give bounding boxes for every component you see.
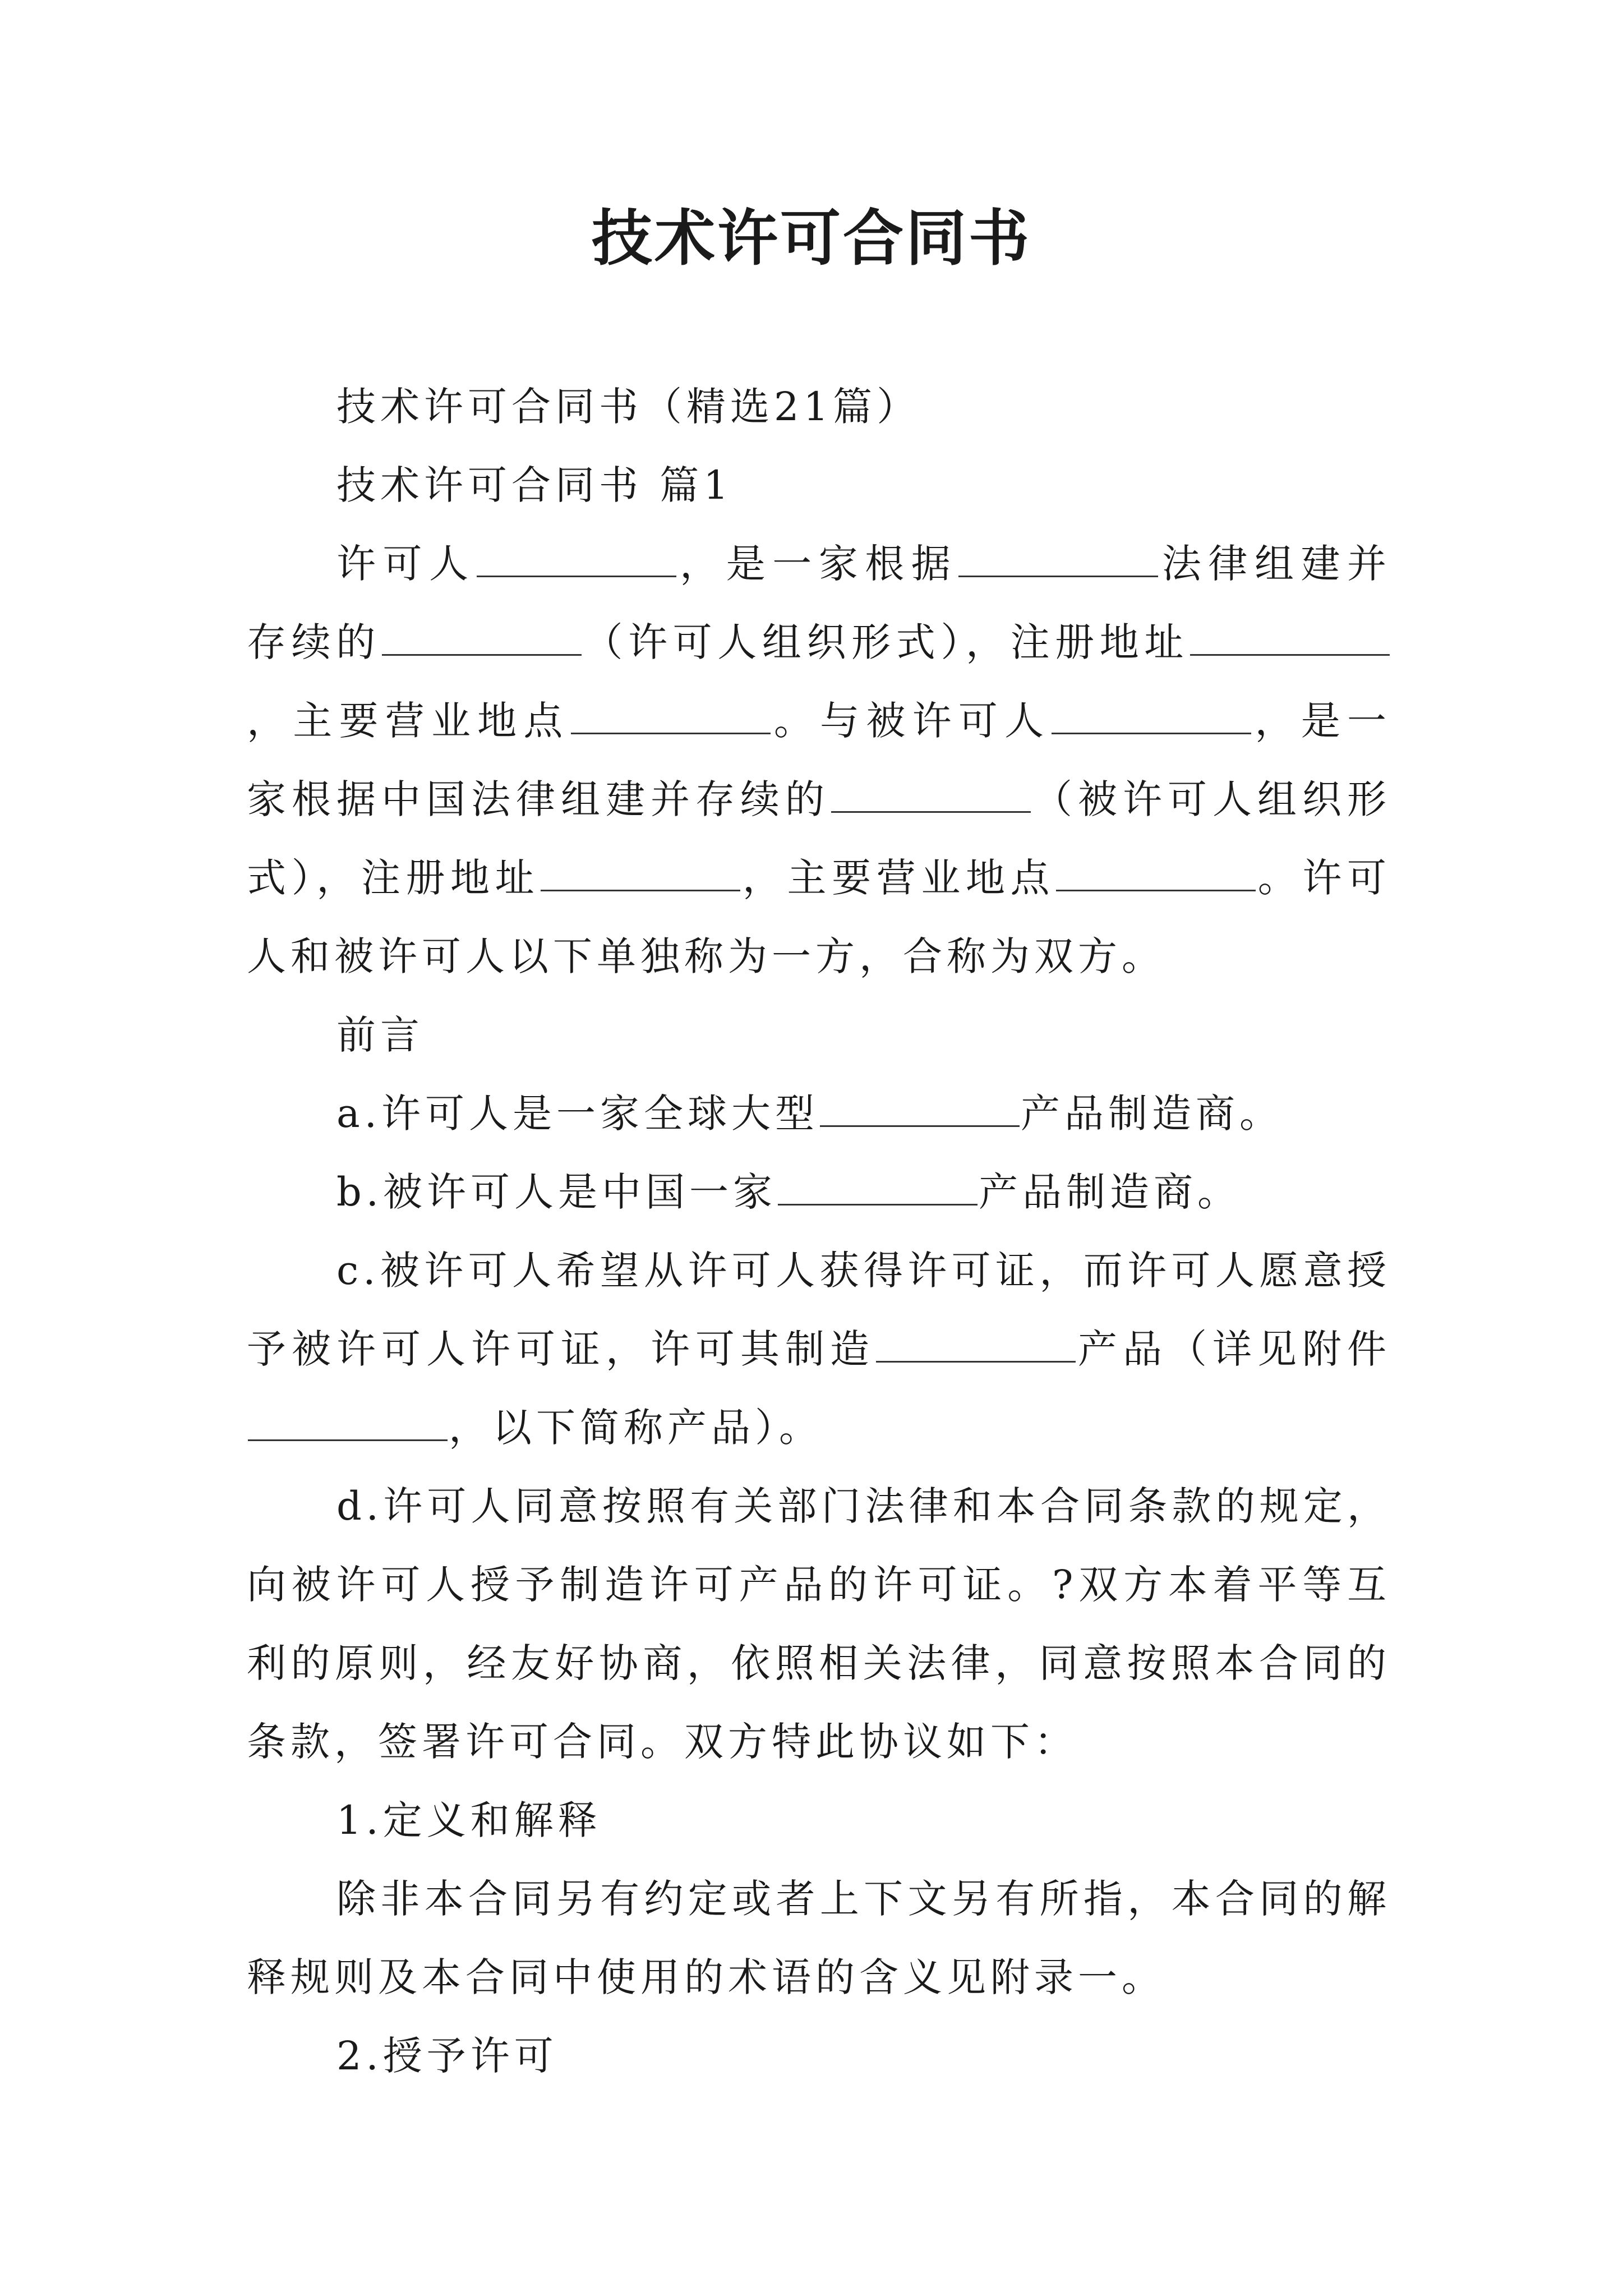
text-run: 。许可人和被许可人以下单独称为一方，合称为双方。 [247,855,1391,979]
section2-heading: 2.授予许可 [336,2033,558,2079]
text-run: （许可人组织形式），注册地址 [582,619,1189,665]
subtitle: 技术许可合同书（精选21篇） [336,384,921,430]
text-run: 产品制造商。 [1020,1091,1283,1137]
text-run: 产品（详见附件 [1077,1326,1391,1372]
blank-field [876,1320,1076,1363]
text-run: ，是一家根据 [677,541,958,587]
section-heading: 技术许可合同书 篇1 [336,462,733,508]
text-run: 法律组建并存续的 [247,541,1391,665]
text-run: 许可人 [336,541,476,587]
text-run: ，主要营业地点 [741,855,1055,901]
blank-field [382,614,582,656]
section1-text: 除非本合同另有约定或者上下文另有所指，本合同的解释规则及本合同中使用的术语的含义见附录一。 [247,1876,1391,2000]
clause-d: d.许可人同意按照有关部门法律和本合同条款的规定，向被许可人授予制造许可产品的许可证。?双方本着平等互利的原则，经友好协商，依照相关法律，同意按照本合同的条款，签署许可合同。双方特此协议如下： [247,1483,1391,1765]
clause-a [247,1074,1391,1153]
text-run: ，是一家根据中国法律组建并存续的 [247,698,1391,822]
clause-c [247,1231,1391,1467]
blank-field [571,692,771,734]
blank-field [541,849,740,891]
blank-field [248,1399,448,1441]
blank-field [1056,849,1256,891]
blank-field [1052,692,1251,734]
text-run: （被许可人组织形式），注册地址 [247,776,1391,901]
text-run: ，以下简称产品）。 [449,1405,823,1451]
preamble-heading: 前言 [336,1012,424,1058]
blank-field [778,1163,978,1205]
section1-heading: 1.定义和解释 [336,1797,602,1843]
document-title: 技术许可合同书 [591,203,1031,274]
blank-field [820,1085,1020,1127]
text-run: 产品制造商。 [979,1169,1242,1215]
text-run: 。与被许可人 [771,698,1051,744]
text-run: b.被许可人是中国一家 [336,1169,777,1215]
blank-field [477,535,676,577]
blank-field [831,771,1031,813]
blank-field [958,535,1158,577]
text-run: ，主要营业地点 [247,698,570,744]
blank-field [1190,614,1390,656]
document-body [247,367,1391,2095]
parties-paragraph [247,524,1391,996]
text-run: c.被许可人希望从许可人获得许可证，而许可人愿意授予被许可人许可证，许可其制造 [247,1248,1391,1372]
clause-b [247,1153,1391,1231]
text-run: a.许可人是一家全球大型 [336,1091,819,1137]
